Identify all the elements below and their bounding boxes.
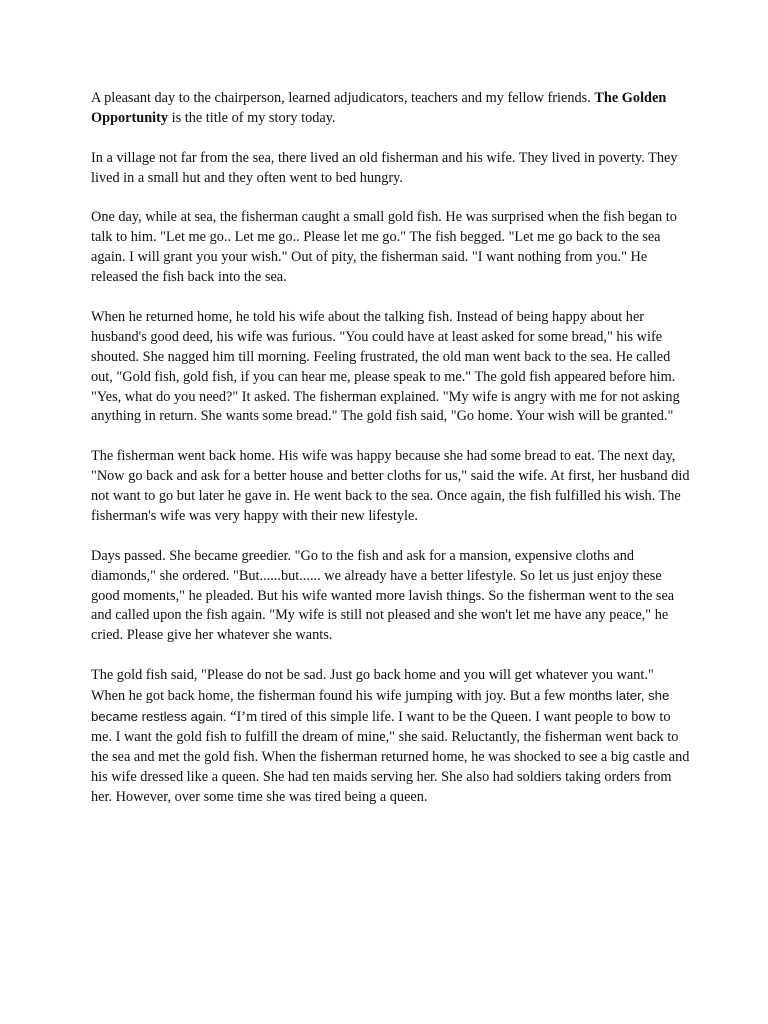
story-title: The Golden Opportunity [91,90,667,126]
paragraph-queen [91,666,691,807]
queen-text-start: The gold fish said, "Please do not be sad. Just go back home and you will get whatever you want." When he got back home, the fisherman found his wife jumping with joy. But a few [91,667,654,705]
story-text [91,89,691,827]
queen-text-restless: months later, she became restless again. [91,688,670,724]
intro-paragraph [91,89,691,129]
paragraph-gold-fish: One day, while at sea, the fisherman caught a small gold fish. He was surprised when the fish began to talk to him. "Let me go.. Let me go.. Please let me go." The fish begged. "Let me go back to the sea again. I will grant you your wish." Out of pity, the fisherman said. "I want nothing from you." He released the fish back into the sea. [91,209,677,286]
paragraph-greedier: Days passed. She became greedier. "Go to the fish and ask for a mansion, expensive cloths and diamonds," she ordered. "But......but...... we already have a better lifestyle. So let us just enjoy these good moments," he pleaded. But his wife wanted more lavish things. So the fisherman went to the sea and called upon the fish again. "My wife is still not pleased and she won't let me have any peace," he cried. Please give her whatever she wants. [91,547,675,644]
paragraph-better-house: The fisherman went back home. His wife was happy because she had some bread to eat. The next day, "Now go back and ask for a better house and better cloths for us," said the wife. At first, her husband did not want to go but later he gave in. He went back to the sea. Once again, the fish fulfilled his wish. The fisherman's wife was very happy with their new lifestyle. [91,448,690,524]
paragraph-wife-furious: When he returned home, he told his wife about the talking fish. Instead of being happy about her husband's good deed, his wife was furious. "You could have at least asked for some bread," his wife shouted. She nagged him till morning. Feeling frustrated, the old man went back to the sea. He called out, "Gold fish, gold fish, if you can hear me, please speak to me." The gold fish appeared before him. "Yes, what do you need?" It asked. The fisherman explained. "My wife is angry with me for not asking anything in return. She wants some bread." The gold fish said, "Go home. Your wish will be granted." [91,308,680,425]
queen-text-end: “I’m tired of this simple life. I want to be the Queen. I want people to bow to me. I want the gold fish to fulfill the dream of mine," she said. Reluctantly, the fisherman went back to the sea and met the gold fish. When the fisherman returned home, he was shocked to see a big castle and his wife dressed like a queen. She had ten maids serving her. She also had soldiers taking orders from her. However, over some time she was tired being a queen. [91,709,690,805]
paragraph-village: In a village not far from the sea, there lived an old fisherman and his wife. They lived in poverty. They lived in a small hut and they often went to bed hungry. [91,149,678,186]
intro-text: A pleasant day to the chairperson, learned adjudicators, teachers and my fellow friends. [91,90,595,106]
intro-text-end: is the title of my story today. [168,109,336,126]
